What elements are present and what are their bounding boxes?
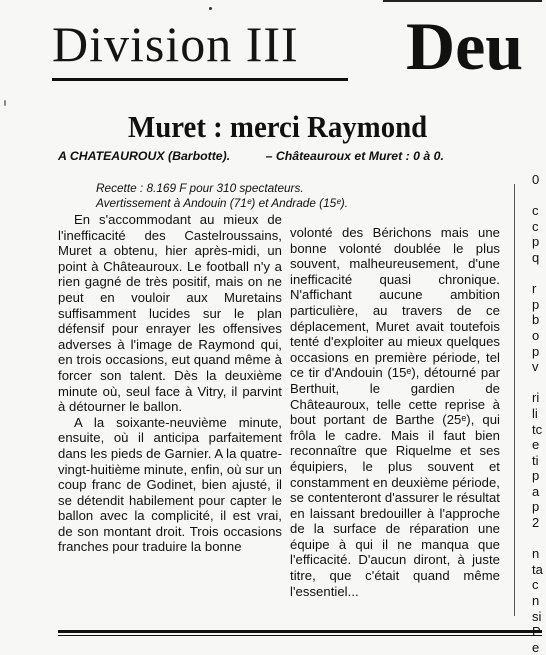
fragment-line: 2 (532, 515, 540, 531)
column-divider (514, 184, 515, 616)
section-title: Division III (52, 16, 299, 72)
paragraph: En s'accommodant au mieux de l'inefficacité des Castelroussains, Muret a obtenu, hier après-midi, un point à Châteauroux. Le football n'y a rien gagné de très positif, mais on ne peut en vouloir aux Muretains suffisamment lucides sur le plan défensif pour enrayer les offensives adverses à l'image de Raymond qui, en trois occasions, eut quand même à forcer son talent. Dès la deuxième minute où, seul face à Vitry, il parvint à détourner le ballon. (58, 212, 282, 415)
article-headline: Muret : merci Raymond (128, 109, 428, 144)
fragment-line: ta (532, 561, 543, 577)
section-title-underline (52, 78, 348, 81)
fragment-line: 0 (532, 172, 540, 187)
fragment-line (532, 266, 546, 282)
paragraph: volonté des Bérichons mais une bonne volonté doublée le plus souvent, malheureusement, d'une inefficacité quasi chronique. N'affichant aucune ambition particulière, au travers de ce déplacement, Muret avait toutefois tenté d'exploiter au mieux quelques occasions en première période, tel ce tir d'Andouin (15ᵉ), détourné par Berthuit, le gardien de Châteauroux, telle cette reprise à bout portant de Barthe (25ᵉ), qui frôla le cadre. Mais il faut bien reconnaître que Riquelme et ses équipiers, le plus souvent et constamment en deuxième période, se contenteront d'assurer le résultat en laissant bredouiller à l'approche de la surface de réparation une équipe à qui il ne manqua que l'efficacité. D'aucun diront, à juste titre, que c'était quand même l'essentiel... (290, 225, 500, 599)
adjacent-article-fragments (532, 172, 546, 655)
fragment-line: si (532, 608, 542, 624)
fragment-line: ti (532, 452, 539, 468)
bottom-rule (58, 630, 542, 633)
cautions-note: Avertissement à Andouin (71ᵉ) et Andrade (15ᵉ). (96, 196, 348, 210)
article-column-left (58, 212, 282, 555)
gate-receipts: Recette : 8.169 F pour 310 spectateurs. (96, 181, 304, 195)
print-speck (209, 7, 212, 10)
fragment-line: p (532, 468, 540, 484)
article-column-right (290, 225, 500, 599)
fragment-line: q (532, 249, 540, 265)
fragment-line: o (532, 327, 540, 343)
fragment-line: li (532, 405, 538, 421)
fragment-line: a (532, 483, 540, 499)
fragment-line: v (532, 359, 539, 375)
fragment-line (532, 375, 546, 391)
fragment-line (532, 531, 546, 547)
dateline-score: – Châteauroux et Muret : 0 à 0. (265, 149, 444, 163)
fragment-line: n (532, 546, 540, 562)
fragment-line: tc (532, 421, 543, 437)
paragraph: A la soixante-neuvième minute, ensuite, où il anticipa parfaitement dans les pieds de Garnier. A la quatre-vingt-huitième minute, enfin, où sur un coup franc de Godinet, bien ajusté, il se détendit habilement pour capter le ballon avec la complicité, il est vrai, de son montant droit. Trois occasions franches pour traduire la bonne (58, 414, 282, 555)
print-speck (4, 100, 6, 106)
fragment-line: ri (532, 390, 540, 406)
top-rule (383, 0, 542, 2)
fragment-line: p (532, 343, 540, 359)
fragment-line: p (532, 499, 540, 515)
fragment-line: p (532, 296, 540, 312)
fragment-line: r (532, 281, 537, 297)
fragment-line: b (532, 312, 540, 328)
fragment-line: e (532, 437, 540, 453)
adjacent-section-title: Deu (406, 8, 524, 84)
fragment-line: e (532, 639, 540, 655)
fragment-line: c (532, 203, 539, 219)
dateline-place: A CHATEAUROUX (Barbotte). (58, 149, 231, 163)
article-dateline (58, 148, 508, 164)
fragment-line: n (532, 593, 540, 609)
bottom-rule-thin (58, 635, 542, 636)
fragment-line: p (532, 234, 540, 250)
fragment-line: c (532, 577, 539, 593)
fragment-line: c (532, 218, 539, 234)
fragment-line (532, 188, 546, 204)
